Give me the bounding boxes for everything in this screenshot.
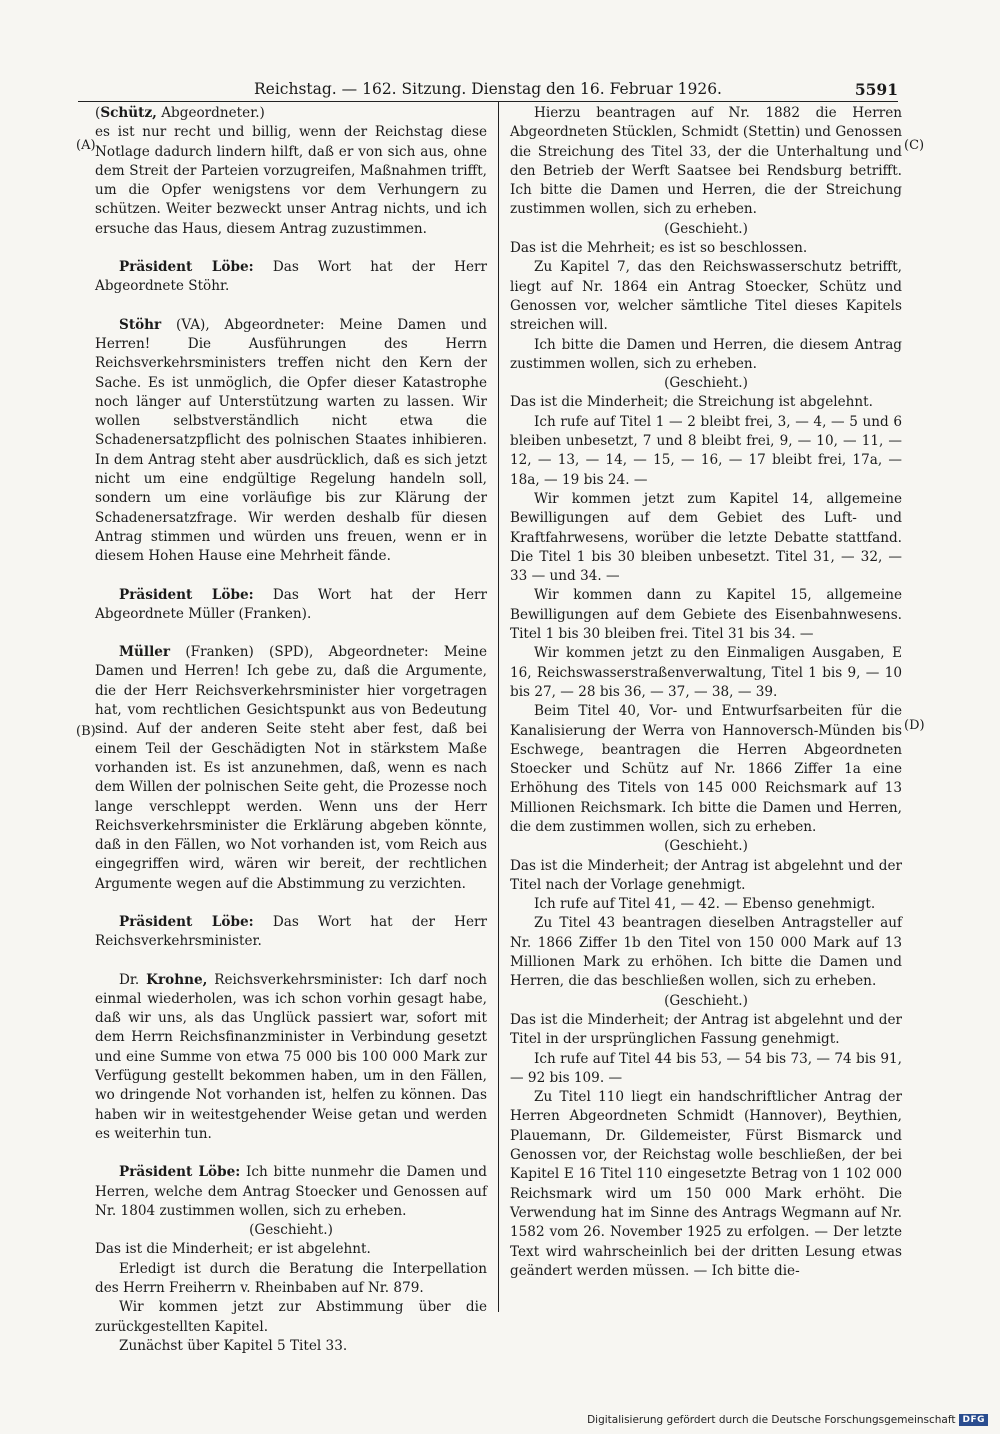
speech-mueller	[95, 643, 487, 894]
paragraph: Das ist die Minderheit; er ist abgelehnt.	[95, 1241, 371, 1258]
speaker-name: Stöhr	[119, 316, 162, 333]
paragraph: Ich rufe auf Titel 41, — 42. — Ebenso genehmigt.	[534, 896, 876, 913]
speaker-title: Dr.	[119, 971, 140, 988]
speaker-continuation: (Schütz, Abgeordneter.)	[95, 105, 265, 121]
paragraph: es ist nur recht und billig, wenn der Reichstag diese Notlage dadurch lindern hilft, daß er von sich aus, ohne dem Streit der Parteien vorzugreifen, Maßnahmen trifft, um die Opfer wenigstens vor dem Verhungern zu schützen. Weiter bezweckt unser Antrag nichts, und ich ersuche das Haus, diesem Antrag zuzustimmen.	[95, 124, 487, 237]
speech-krohne	[95, 971, 487, 1145]
paragraph: Zu Kapitel 7, das den Reichswasserschutz betrifft, liegt auf Nr. 1864 ein Antrag Stoecker, Schütz und Genossen vor, welcher sämtliche Titel dieses Kapitels streichen will.	[510, 259, 902, 334]
paragraph: Das ist die Minderheit; der Antrag ist abgelehnt und der Titel nach der Vorlage genehmigt.	[510, 857, 902, 893]
speaker-name: Präsident Löbe:	[119, 586, 254, 603]
speech-text: (VA), Abgeordneter: Meine Damen und Herren! Die Ausführungen des Herrn Reichsverkehrsministers treffen nicht den Kern der Sache. Es ist unmöglich, die Opfer dieser Katastrophe noch länger auf Unterstützung warten zu lassen. Wir wollen selbstverständlich nicht etwa die Schadenersatzpflicht des polnischen Staates inhibieren. In dem Antrag steht aber ausdrücklich, daß es sich jetzt nicht um eine endgültige Regelung handeln soll, sondern um eine vorläufige bis zur Klärung der Schadenersatzfrage. Wir werden deshalb für diesen Antrag stimmen und würden uns freuen, wenn er in diesem Hohen Hause eine Mehrheit fände.	[95, 316, 487, 565]
dfg-logo: DFG	[959, 1414, 988, 1426]
paragraph: Zu Titel 43 beantragen dieselben Antragsteller auf Nr. 1866 Ziffer 1b den Titel von 150 000 Mark auf 13 Millionen Mark zu erhöhen. Ich bitte die Damen und Herren, die das beschließen wollen, sich zu erheben.	[510, 915, 902, 990]
paragraph: Ich bitte die Damen und Herren, die diesem Antrag zustimmen wollen, sich zu erheben.	[510, 336, 902, 372]
paragraph: Das ist die Minderheit; der Antrag ist abgelehnt und der Titel in der ursprünglichen Fassung genehmigt.	[510, 1011, 902, 1048]
paragraph: Ich rufe auf Titel 44 bis 53, — 54 bis 73, — 74 bis 91, — 92 bis 109. —	[510, 1050, 902, 1086]
header-rule	[78, 101, 898, 102]
margin-mark-b: (B)	[76, 724, 96, 739]
left-column	[95, 104, 487, 1356]
margin-mark-c: (C)	[904, 138, 925, 153]
margin-mark-d: (D)	[904, 718, 925, 733]
page-header	[78, 80, 898, 102]
column-divider	[498, 102, 499, 1312]
president-remark	[95, 258, 487, 297]
president-remark	[95, 1163, 487, 1221]
paragraph: Wir kommen jetzt zu den Einmaligen Ausgaben, E 16, Reichswasserstraßenverwaltung, Titel 1 bis 9, — 10 bis 27, — 28 bis 36, — 37, — 38, — 39.	[510, 645, 902, 700]
president-remark	[95, 586, 487, 625]
footer-text: Digitalisierung gefördert durch die Deutsche Forschungsgemeinschaft	[587, 1414, 956, 1426]
paragraph: Hierzu beantragen auf Nr. 1882 die Herren Abgeordneten Stücklen, Schmidt (Stettin) und Genossen die Streichung des Titel 33, der die Unterhaltung und den Betrieb der Werft Saatsee bei Rendsburg betrifft. Ich bitte die Damen und Herren, die der Streichung zustimmen wollen, sich zu erheben.	[510, 105, 902, 218]
margin-mark-a: (A)	[76, 138, 96, 153]
page-number: 5591	[854, 80, 898, 99]
paragraph: Wir kommen dann zu Kapitel 15, allgemeine Bewilligungen auf dem Gebiete des Eisenbahnwesens. Titel 1 bis 30 bleiben frei. Titel 31 bis 34. —	[510, 587, 902, 643]
speaker-name: Präsident Löbe:	[119, 1164, 241, 1181]
paragraph: Das ist die Mehrheit; es ist so beschlossen.	[510, 240, 808, 257]
president-remark	[95, 913, 487, 952]
stage-direction: (Geschieht.)	[664, 220, 748, 237]
speaker-name: Schütz,	[100, 105, 157, 121]
remark-text: Das Wort hat der Herr Abgeordnete Müller (Franken).	[95, 586, 487, 622]
speaker-name: Krohne,	[146, 971, 208, 988]
remark-text: Das Wort hat der Herr Abgeordnete Stöhr.	[95, 259, 487, 295]
paragraph: Zunächst über Kapitel 5 Titel 33.	[119, 1337, 348, 1354]
speaker-role: Abgeordneter.	[161, 105, 260, 121]
remark-text: Ich bitte nunmehr die Damen und Herren, welche dem Antrag Stoecker und Genossen auf Nr. 1804 zustimmen wollen, sich zu erheben.	[95, 1164, 487, 1219]
speech-stoehr	[95, 316, 487, 567]
speaker-name: Präsident Löbe:	[119, 259, 254, 276]
speech-text: (Franken) (SPD), Abgeordneter: Meine Damen und Herren! Ich gebe zu, daß die Argumente, die der Herr Reichsverkehrsminister hier vorgetragen hat, vom rechtlichen Gesichtspunkt aus von Bedeutung sind. Auf der anderen Seite steht aber fest, daß bei einem Teil der Geschädigten Not in stärkstem Maße vorhanden ist. Es ist anzunehmen, daß, wenn es nach dem Willen der polnischen Seite geht, die Prozesse noch lange verschleppt werden. Wenn uns der Herr Reichsverkehrsminister die Erklärung abgeben könnte, daß in den Fällen, wo Not vorhanden ist, vom Reich aus eingegriffen wird, wären wir bereit, der rechtlichen Argumente wegen auf die Abstimmung zu verzichten.	[95, 644, 487, 892]
paragraph: Wir kommen jetzt zur Abstimmung über die zurückgestellten Kapitel.	[95, 1299, 487, 1335]
speech-text: Reichsverkehrsminister: Ich darf noch einmal wiederholen, was ich schon vorhin gesagt habe, daß wir uns, als das Unglück passiert war, sofort mit dem Herrn Reichsfinanzminister in Verbindung gesetzt und eine Summe von etwa 75 000 bis 100 000 Mark zur Verfügung gestellt bekommen haben, um in den Fällen, wo dringende Not vorhanden ist, helfen zu können. Das haben wir in weitestgehender Weise getan und werden es weiterhin tun.	[95, 971, 488, 1142]
paragraph: Wir kommen jetzt zum Kapitel 14, allgemeine Bewilligungen auf dem Gebiet des Luft- und Kraftfahrwesens, worüber die letzte Debatte stattfand. Die Titel 1 bis 30 bleiben unbesetzt. Titel 31, — 32, — 33 — und 34. —	[510, 490, 902, 585]
paragraph: Das ist die Minderheit; die Streichung ist abgelehnt.	[510, 394, 873, 411]
speaker-name: Müller	[119, 644, 171, 661]
running-head: Reichstag. — 162. Sitzung. Dienstag den 16. Februar 1926.	[254, 80, 722, 98]
paragraph: Erledigt ist durch die Beratung die Interpellation des Herrn Freiherrn v. Rheinbaben auf Nr. 879.	[95, 1260, 487, 1297]
speaker-name: Präsident Löbe:	[119, 913, 254, 930]
stage-direction: (Geschieht.)	[664, 375, 748, 392]
paragraph: Beim Titel 40, Vor- und Entwurfsarbeiten für die Kanalisierung der Werra von Hannoversch-Münden bis Eschwege, beantragen die Herren Abgeordneten Stoecker und Schütz auf Nr. 1866 Ziffer 1a eine Erhöhung des Titels von 145 000 Reichsmark auf 13 Millionen Reichsmark. Ich bitte die Damen und Herren, die dem zustimmen wollen, sich zu erheben.	[510, 703, 902, 835]
stage-direction: (Geschieht.)	[249, 1222, 333, 1239]
paragraph: Zu Titel 110 liegt ein handschriftlicher Antrag der Herren Abgeordneten Schmidt (Hannover), Beythien, Plauemann, Dr. Gildemeister, Fürst Bismarck und Genossen vor, der Reichstag wolle beschließen, der bei Kapitel E 16 Titel 110 eingesetzte Betrag von 1 102 000 Reichsmark wird um 150 000 Mark erhöht. Die Verwendung hat im Sinne des Antrags Wegmann auf Nr. 1582 vom 26. November 1925 zu erfolgen. — Der letzte Text wird wahrscheinlich bei der dritten Lesung etwas geändert werden müssen. — Ich bitte die-	[510, 1089, 902, 1279]
stage-direction: (Geschieht.)	[664, 992, 748, 1009]
paragraph: Ich rufe auf Titel 1 — 2 bleibt frei, 3, — 4, — 5 und 6 bleiben unbesetzt, 7 und 8 bleibt frei, 9, — 10, — 11, — 12, — 13, — 14, — 15, — 16, — 17 bleibt frei, 17a, — 18a, — 19 bis 24. —	[510, 413, 902, 488]
right-column	[510, 104, 902, 1281]
stage-direction: (Geschieht.)	[664, 838, 748, 855]
remark-text: Das Wort hat der Herr Reichsverkehrsminister.	[95, 913, 487, 950]
footer-credit	[587, 1414, 988, 1426]
